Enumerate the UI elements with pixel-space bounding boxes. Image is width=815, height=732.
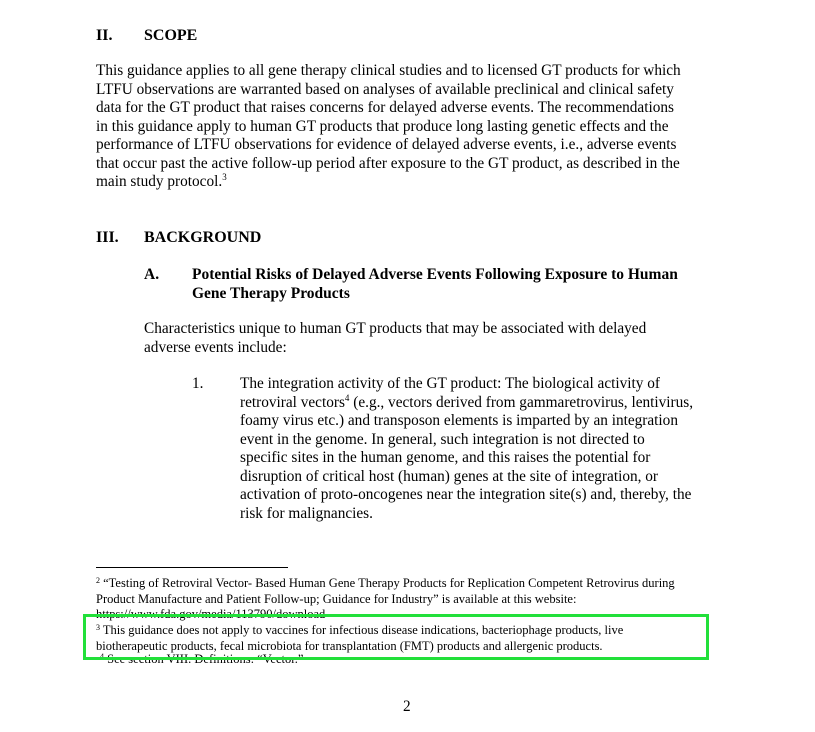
subsection-a-title (192, 265, 678, 303)
footnote-2-line1: “Testing of Retroviral Vector- Based Human Gene Therapy Products for Replication Competent Retrovirus during (103, 576, 675, 590)
footnote-line (96, 576, 675, 592)
footnote-ref-4[interactable]: 4 (344, 392, 350, 403)
item-line: The integration activity of the GT product: The biological activity of (240, 375, 660, 392)
footnote-marker: 4 (100, 652, 104, 661)
scope-line: performance of LTFU observations for evidence of delayed adverse events, i.e., adverse events (96, 136, 677, 153)
item-line: risk for malignancies. (240, 504, 373, 522)
footnote-marker: 3 (96, 623, 100, 632)
footnote-3-line1: This guidance does not apply to vaccines for infectious disease indications, bacteriophage products, live (102, 623, 624, 637)
list-item-number: 1. (192, 375, 204, 392)
item-line2-pre: retroviral vectors (240, 393, 345, 411)
footnote-line: Product Manufacture and Patient Follow-up; Guidance for Industry” is available at this website: (96, 591, 577, 606)
footnote-marker: 2 (96, 576, 100, 585)
intro-line: adverse events include: (144, 338, 287, 356)
scope-paragraph (96, 62, 681, 192)
item-line: specific sites in the human genome, and this raises the potential for (240, 449, 651, 466)
item-line (240, 394, 693, 413)
subsection-a-letter: A. (144, 266, 160, 283)
scope-line: LTFU observations are warranted based on analyses of available preclinical and clinical safety (96, 80, 674, 98)
subsection-title-line: Gene Therapy Products (192, 285, 350, 302)
footnote-separator (96, 567, 288, 568)
scope-line: This guidance applies to all gene therapy clinical studies and to licensed GT products for which (96, 62, 681, 79)
section-ii-title: SCOPE (144, 27, 198, 44)
highlight-selection-box (83, 614, 709, 660)
subsection-title-line: Potential Risks of Delayed Adverse Events Following Exposure to Human (192, 266, 678, 283)
intro-line: Characteristics unique to human GT products that may be associated with delayed (144, 320, 647, 337)
item-line: disruption of critical host (human) genes at the site of integration, or (240, 467, 659, 485)
scope-line (96, 173, 681, 192)
item-line2-post: (e.g., vectors derived from gammaretrovirus, lentivirus, (349, 393, 694, 411)
item-line: event in the genome. In general, such integration is not directed to (240, 430, 645, 448)
footnote-4-text: See section VIII. Definitions: “Vector.” (107, 652, 304, 666)
scope-line: data for the GT product that raises concerns for delayed adverse events. The recommendations (96, 99, 674, 116)
footnote-2-link[interactable]: https://www.fda.gov/media/113790/download (96, 607, 326, 621)
section-iii-number: III. (96, 229, 119, 246)
scope-line: that occur past the active follow-up period after exposure to the GT product, as described in the (96, 154, 680, 172)
background-intro (144, 320, 646, 357)
footnote-line: biotherapeutic products, fecal microbiota for transplantation (FMT) products and allergenic products. (96, 638, 603, 653)
scope-line: in this guidance apply to human GT products that produce long lasting genetic effects and the (96, 117, 669, 135)
item-line: activation of proto-oncogenes near the integration site(s) and, thereby, the (240, 486, 692, 503)
section-ii-number: II. (96, 27, 113, 44)
section-iii-title: BACKGROUND (144, 229, 262, 246)
page-number: 2 (403, 698, 411, 715)
item-line: foamy virus etc.) and transposon elements is imparted by an integration (240, 412, 678, 429)
footnote-ref-3[interactable]: 3 (222, 172, 227, 182)
list-item-1 (240, 375, 693, 523)
scope-last-line: main study protocol. (96, 173, 223, 190)
